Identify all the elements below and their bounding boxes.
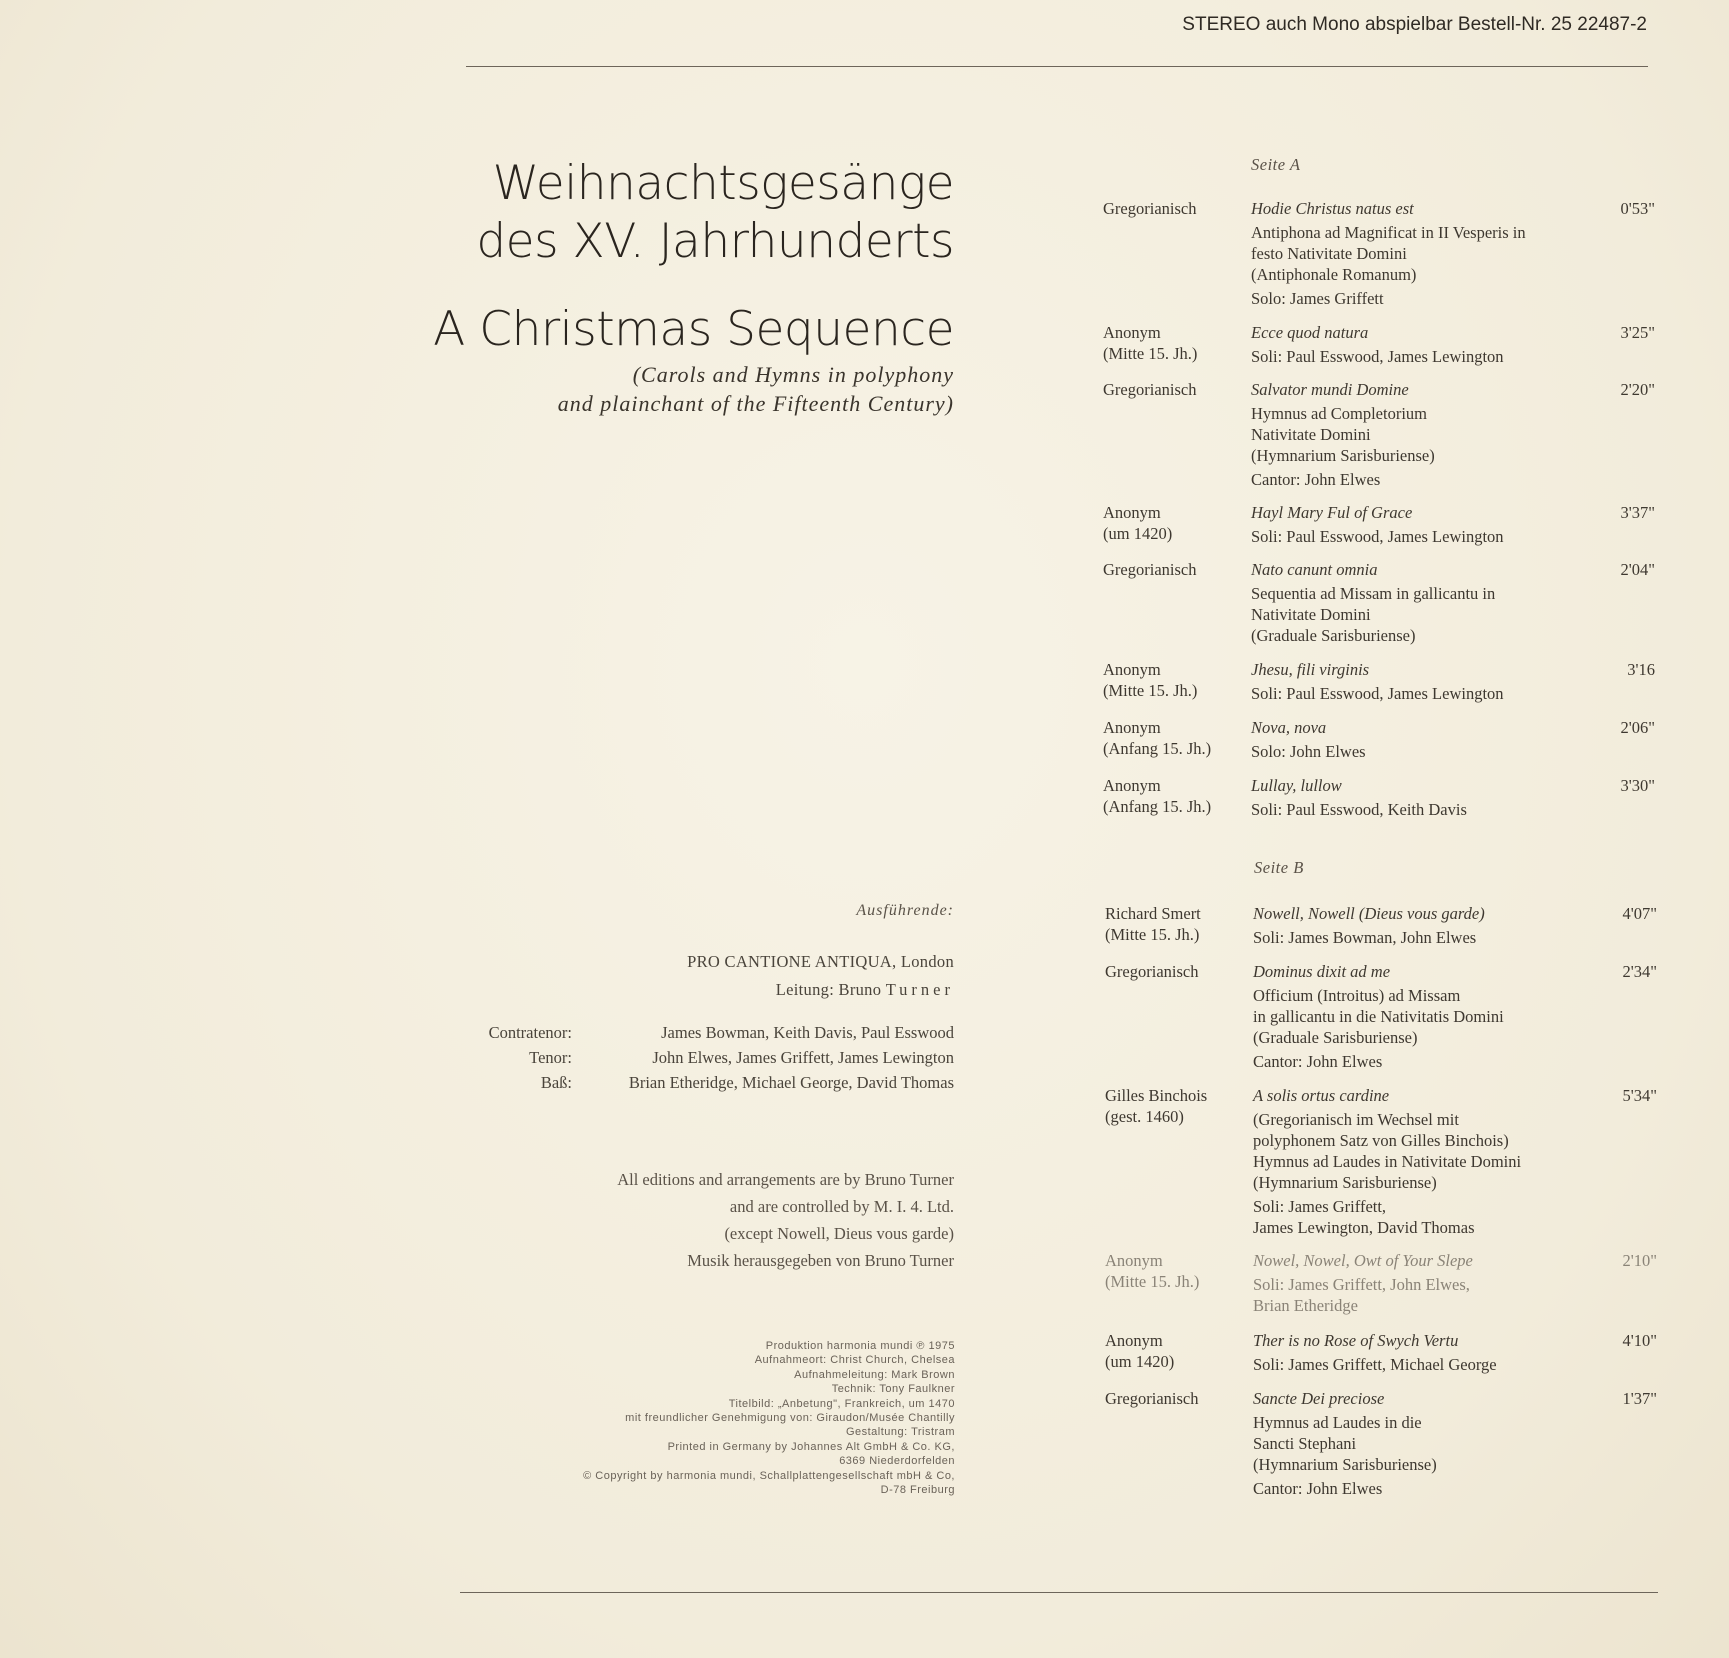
ensemble-block xyxy=(687,948,954,1004)
composer-line: Anonym xyxy=(1105,1251,1163,1270)
track-duration: 2'06" xyxy=(1620,718,1655,737)
credit-line: Produktion harmonia mundi ℗ 1975 xyxy=(765,1340,955,1352)
track-performers: Soli: James Bowman, John Elwes xyxy=(1253,928,1477,947)
composer-line: Richard Smert xyxy=(1105,904,1201,923)
composer-line: (um 1420) xyxy=(1103,524,1173,543)
track-description-line: Hymnus ad Completorium xyxy=(1251,404,1427,423)
track-title: Ther is no Rose of Swych Vertu xyxy=(1253,1331,1459,1350)
editions-note xyxy=(617,1166,954,1274)
track-body xyxy=(1251,717,1591,762)
track-body xyxy=(1251,775,1591,820)
track-description-line: Antiphona ad Magnificat in II Vesperis in xyxy=(1251,223,1526,242)
track-title: Sancte Dei preciose xyxy=(1253,1389,1385,1408)
track-duration: 3'25" xyxy=(1620,323,1655,342)
track-composer xyxy=(1103,322,1243,364)
track-duration: 2'34" xyxy=(1622,962,1657,981)
track-performers: James Lewington, David Thomas xyxy=(1253,1218,1475,1237)
credit-line: Gestaltung: Tristram xyxy=(845,1426,955,1439)
credit-line: Aufnahmeort: Christ Church, Chelsea xyxy=(754,1354,955,1367)
voice-names: John Elwes, James Griffett, James Lewington xyxy=(652,1048,954,1067)
composer-line: Anonym xyxy=(1103,503,1161,522)
track-duration: 3'30" xyxy=(1620,776,1655,795)
composer-line: Anonym xyxy=(1103,776,1161,795)
track-performers: Brian Etheridge xyxy=(1253,1296,1358,1315)
track-description-line: Sancti Stephani xyxy=(1253,1434,1357,1453)
subtitle-line-2: and plainchant of the Fifteenth Century) xyxy=(557,391,954,416)
album-subtitle xyxy=(558,360,954,418)
track-description-line: (Hymnarium Sarisburiense) xyxy=(1253,1455,1437,1474)
track-performers: Soli: James Griffett, John Elwes, xyxy=(1253,1275,1470,1294)
title-line-1: Weihnachtsgesänge xyxy=(492,156,954,211)
track-body xyxy=(1251,659,1591,704)
track-description-line: polyphonem Satz von Gilles Binchois) xyxy=(1253,1131,1509,1150)
track-composer xyxy=(1103,198,1243,219)
track-title: Nato canunt omnia xyxy=(1251,560,1378,579)
credit-line: © Copyright by harmonia mundi, Schallplattengesellschaft mbH & Co, xyxy=(583,1469,955,1482)
voice-label: Baß: xyxy=(540,1073,572,1092)
track-duration: 2'20" xyxy=(1620,380,1655,399)
editions-line: and are controlled by M. I. 4. Ltd. xyxy=(729,1197,954,1216)
title-line-3: A Christmas Sequence xyxy=(433,302,954,357)
composer-line: (Anfang 15. Jh.) xyxy=(1103,797,1212,816)
track-composer xyxy=(1103,502,1243,544)
editions-line: All editions and arrangements are by Bruno Turner xyxy=(617,1170,954,1189)
track-title: Hayl Mary Ful of Grace xyxy=(1251,503,1413,522)
track-title: Lullay, lullow xyxy=(1251,776,1342,795)
track-duration: 0'53" xyxy=(1620,199,1655,218)
composer-line: Anonym xyxy=(1103,718,1161,737)
track-performers: Cantor: John Elwes xyxy=(1253,1479,1383,1498)
side-a-label: Seite A xyxy=(1251,155,1301,174)
credit-line: Technik: Tony Faulkner xyxy=(831,1383,955,1396)
track-performers: Soli: Paul Esswood, James Lewington xyxy=(1251,347,1504,366)
credit-line: D-78 Freiburg xyxy=(880,1484,955,1497)
performers-label: Ausführende: xyxy=(856,902,954,919)
track-performers: Soli: Paul Esswood, James Lewington xyxy=(1251,527,1504,546)
director-surname: Turner xyxy=(885,980,954,999)
track-duration: 2'04" xyxy=(1620,560,1655,579)
composer-line: Gilles Binchois xyxy=(1105,1086,1208,1105)
track-duration: 2'10" xyxy=(1622,1251,1657,1270)
composer-line: (um 1420) xyxy=(1105,1352,1175,1371)
voice-label: Contratenor: xyxy=(488,1023,572,1042)
track-performers: Cantor: John Elwes xyxy=(1253,1052,1383,1071)
track-body xyxy=(1251,379,1591,490)
voice-row xyxy=(460,1070,954,1095)
credit-line: mit freundlicher Genehmigung von: Giraudon/Musée Chantilly xyxy=(625,1412,955,1425)
track-performers: Cantor: John Elwes xyxy=(1251,470,1381,489)
track-title: Hodie Christus natus est xyxy=(1251,199,1414,218)
title-line-2: des XV. Jahrhunderts xyxy=(476,214,954,269)
track-body xyxy=(1251,198,1591,309)
track-composer xyxy=(1105,903,1245,945)
track-description-line: Officium (Introitus) ad Missam xyxy=(1253,986,1461,1005)
composer-line: Gregorianisch xyxy=(1103,560,1197,579)
track-composer xyxy=(1105,1085,1245,1127)
track-performers: Solo: James Griffett xyxy=(1251,289,1384,308)
track-body xyxy=(1251,559,1591,646)
track-duration: 3'16 xyxy=(1627,660,1655,679)
track-title: Dominus dixit ad me xyxy=(1253,962,1391,981)
track-title: A solis ortus cardine xyxy=(1253,1086,1390,1105)
track-performers: Soli: Paul Esswood, Keith Davis xyxy=(1251,800,1467,819)
track-duration: 4'07" xyxy=(1622,904,1657,923)
credit-line: Aufnahmeleitung: Mark Brown xyxy=(794,1368,955,1381)
composer-line: Anonym xyxy=(1103,660,1161,679)
track-composer xyxy=(1103,379,1243,400)
composer-line: (Mitte 15. Jh.) xyxy=(1105,925,1200,944)
track-composer xyxy=(1103,717,1243,759)
side-b-label: Seite B xyxy=(1254,858,1304,877)
voice-names: James Bowman, Keith Davis, Paul Esswood xyxy=(661,1023,954,1042)
track-duration: 4'10" xyxy=(1622,1331,1657,1350)
voice-row xyxy=(460,1045,954,1070)
track-composer xyxy=(1103,559,1243,580)
composer-line: (Mitte 15. Jh.) xyxy=(1103,681,1198,700)
track-body xyxy=(1251,322,1591,367)
track-description-line: festo Nativitate Domini xyxy=(1251,244,1407,263)
voice-row xyxy=(460,1020,954,1045)
release-info: STEREO auch Mono abspielbar Bestell-Nr. 25 22487-2 xyxy=(1182,14,1647,35)
composer-line: (Anfang 15. Jh.) xyxy=(1103,739,1212,758)
track-composer xyxy=(1103,775,1243,817)
credit-line: Titelbild: „Anbetung", Frankreich, um 1470 xyxy=(728,1397,955,1410)
track-body xyxy=(1253,903,1593,948)
composer-line: Gregorianisch xyxy=(1103,199,1197,218)
track-body xyxy=(1251,502,1591,547)
track-composer xyxy=(1103,659,1243,701)
editions-line: (except Nowell, Dieus vous garde) xyxy=(724,1224,954,1243)
track-description-line: (Hymnarium Sarisburiense) xyxy=(1251,446,1435,465)
track-description-line: Hymnus ad Laudes in die xyxy=(1253,1413,1422,1432)
track-performers: Soli: Paul Esswood, James Lewington xyxy=(1251,684,1504,703)
track-title: Nowel, Nowel, Owt of Your Slepe xyxy=(1253,1251,1473,1270)
track-performers: Soli: James Griffett, Michael George xyxy=(1253,1355,1497,1374)
track-description-line: Hymnus ad Laudes in Nativitate Domini xyxy=(1253,1152,1522,1171)
track-composer xyxy=(1105,1250,1245,1292)
track-body xyxy=(1253,1388,1593,1499)
ensemble-name: PRO CANTIONE ANTIQUA, London xyxy=(687,952,954,971)
track-description-line: Nativitate Domini xyxy=(1251,425,1371,444)
track-body xyxy=(1253,1330,1593,1375)
composer-line: Anonym xyxy=(1103,323,1161,342)
director-prefix: Leitung: Bruno xyxy=(775,980,886,999)
editions-line: Musik herausgegeben von Bruno Turner xyxy=(687,1251,954,1270)
composer-line: (Mitte 15. Jh.) xyxy=(1105,1272,1200,1291)
track-title: Jhesu, fili virginis xyxy=(1251,660,1370,679)
track-description-line: (Antiphonale Romanum) xyxy=(1251,265,1417,284)
track-title: Nowell, Nowell (Dieus vous garde) xyxy=(1253,904,1485,923)
bottom-rule xyxy=(460,1592,1658,1593)
track-body xyxy=(1253,961,1593,1072)
credit-line: 6369 Niederdorfelden xyxy=(839,1455,955,1468)
track-description-line: Sequentia ad Missam in gallicantu in xyxy=(1251,584,1496,603)
voices-list xyxy=(460,1020,954,1095)
track-title: Ecce quod natura xyxy=(1251,323,1369,342)
track-performers: Soli: James Griffett, xyxy=(1253,1197,1387,1216)
credit-line: Printed in Germany by Johannes Alt GmbH & Co. KG, xyxy=(667,1440,955,1453)
production-credits xyxy=(583,1339,955,1497)
track-title: Salvator mundi Domine xyxy=(1251,380,1409,399)
track-duration: 3'37" xyxy=(1620,503,1655,522)
director-line xyxy=(687,976,954,1004)
track-description-line: (Gregorianisch im Wechsel mit xyxy=(1253,1110,1459,1129)
track-composer xyxy=(1105,1388,1245,1409)
track-duration: 5'34" xyxy=(1622,1086,1657,1105)
track-composer xyxy=(1105,1330,1245,1372)
voice-names: Brian Etheridge, Michael George, David Thomas xyxy=(628,1073,954,1092)
track-performers: Solo: John Elwes xyxy=(1251,742,1366,761)
top-rule xyxy=(466,66,1648,67)
composer-line: Gregorianisch xyxy=(1105,962,1199,981)
composer-line: (Mitte 15. Jh.) xyxy=(1103,344,1198,363)
track-composer xyxy=(1105,961,1245,982)
track-body xyxy=(1253,1085,1593,1238)
track-description-line: (Graduale Sarisburiense) xyxy=(1253,1028,1418,1047)
track-description-line: in gallicantu in die Nativitatis Domini xyxy=(1253,1007,1504,1026)
album-title xyxy=(433,155,954,359)
composer-line: Gregorianisch xyxy=(1103,380,1197,399)
track-description-line: Nativitate Domini xyxy=(1251,605,1371,624)
track-description-line: (Graduale Sarisburiense) xyxy=(1251,626,1416,645)
track-description-line: (Hymnarium Sarisburiense) xyxy=(1253,1173,1437,1192)
track-title: Nova, nova xyxy=(1251,718,1327,737)
composer-line: Anonym xyxy=(1105,1331,1163,1350)
subtitle-line-1: (Carols and Hymns in polyphony xyxy=(632,362,954,387)
voice-label: Tenor: xyxy=(529,1048,572,1067)
composer-line: (gest. 1460) xyxy=(1105,1107,1184,1126)
track-duration: 1'37" xyxy=(1622,1389,1657,1408)
composer-line: Gregorianisch xyxy=(1105,1389,1199,1408)
track-body xyxy=(1253,1250,1593,1316)
